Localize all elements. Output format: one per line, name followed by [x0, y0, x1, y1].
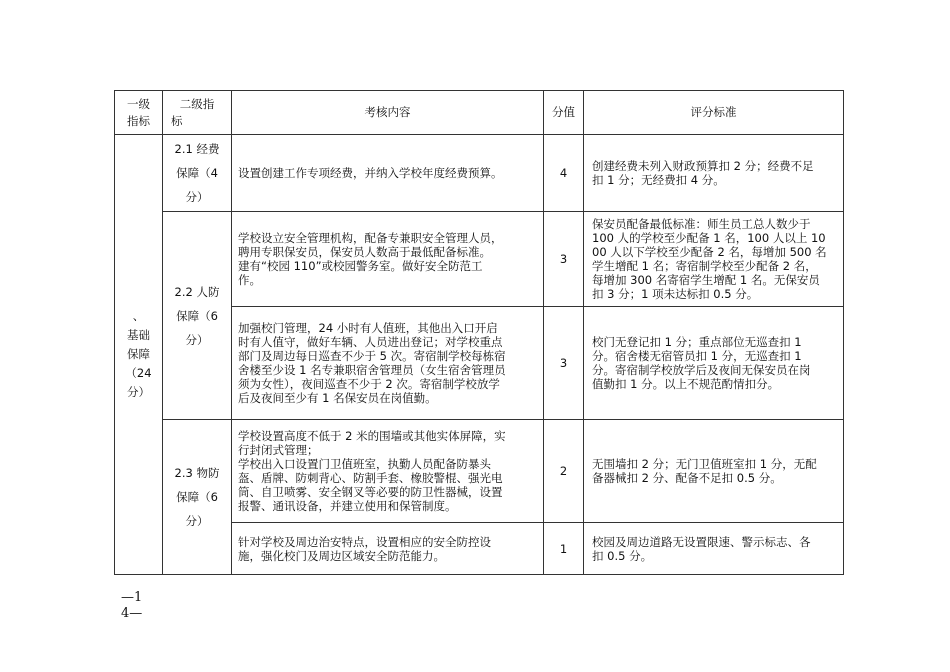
score-cell: 3	[544, 212, 584, 307]
standard-cell: 校园及周边道路无设置限速、警示标志、各 扣 0.5 分。	[584, 523, 844, 575]
content-cell: 加强校门管理，24 小时有人值班，其他出入口开启 时有人值守，做好车辆、人员进出登记；对学校重点 部门及周边每日巡查不少于 5 次。寄宿制学校每栋宿 舍楼至少设 1 名专兼职宿舍管理员（女生宿舍管理员 须为女性），夜间巡查不少于 2 次。寄宿制学校放学 后及夜间至少有 1 名保安员在岗值勤。	[232, 307, 544, 420]
level2-indicator: 2.1 经费 保障（4 分）	[163, 135, 232, 212]
header-content: 考核内容	[232, 91, 544, 135]
header-score: 分值	[544, 91, 584, 135]
table-row	[115, 135, 844, 212]
assessment-table	[114, 90, 844, 575]
header-row	[115, 91, 844, 135]
score-cell: 4	[544, 135, 584, 212]
header-standard: 评分标准	[584, 91, 844, 135]
standard-cell: 无围墙扣 2 分；无门卫值班室扣 1 分，无配 备器械扣 2 分、配备不足扣 0.5 分。	[584, 420, 844, 523]
table-row	[115, 420, 844, 523]
standard-cell: 保安员配备最低标准：师生员工总人数少于 100 人的学校至少配备 1 名，100 人以上 10 00 人以下学校至少配备 2 名，每增加 500 名 学生增配 1 名；寄宿制学校至少配备 2 名， 每增加 300 名寄宿学生增配 1 名。无保安员 扣 3 分；1 项未达标扣 0.5 分。	[584, 212, 844, 307]
page-number: —1 4—	[121, 590, 143, 621]
level2-indicator: 2.2 人防 保障（6 分）	[163, 212, 232, 420]
header-level1: 一级 指标	[115, 91, 163, 135]
score-cell: 3	[544, 307, 584, 420]
standard-cell: 校门无登记扣 1 分；重点部位无巡查扣 1 分。宿舍楼无宿管员扣 1 分，无巡查扣 1 分。寄宿制学校放学后及夜间无保安员在岗 值勤扣 1 分。以上不规范酌情扣分。	[584, 307, 844, 420]
score-cell: 1	[544, 523, 584, 575]
table-row	[115, 212, 844, 307]
content-cell: 学校设立安全管理机构，配备专兼职安全管理人员， 聘用专职保安员，保安员人数高于最低配备标准。 建有“校园 110”或校园警务室。做好安全防范工 作。	[232, 212, 544, 307]
content-cell: 针对学校及周边治安特点，设置相应的安全防控设 施，强化校门及周边区域安全防范能力。	[232, 523, 544, 575]
level1-indicator: 、 基础 保障 （24 分）	[115, 135, 163, 575]
content-cell: 学校设置高度不低于 2 米的围墙或其他实体屏障，实 行封闭式管理； 学校出入口设置门卫值班室，执勤人员配备防暴头 盔、盾牌、防刺背心、防割手套、橡胶警棍、强光电 筒、自卫喷雾、安全钢叉等必要的防卫性器械，设置 报警、通讯设备，并建立使用和保管制度。	[232, 420, 544, 523]
header-level2: 二级指 标	[163, 91, 232, 135]
score-cell: 2	[544, 420, 584, 523]
standard-cell: 创建经费未列入财政预算扣 2 分；经费不足 扣 1 分；无经费扣 4 分。	[584, 135, 844, 212]
level2-indicator: 2.3 物防 保障（6 分）	[163, 420, 232, 575]
content-cell: 设置创建工作专项经费，并纳入学校年度经费预算。	[232, 135, 544, 212]
